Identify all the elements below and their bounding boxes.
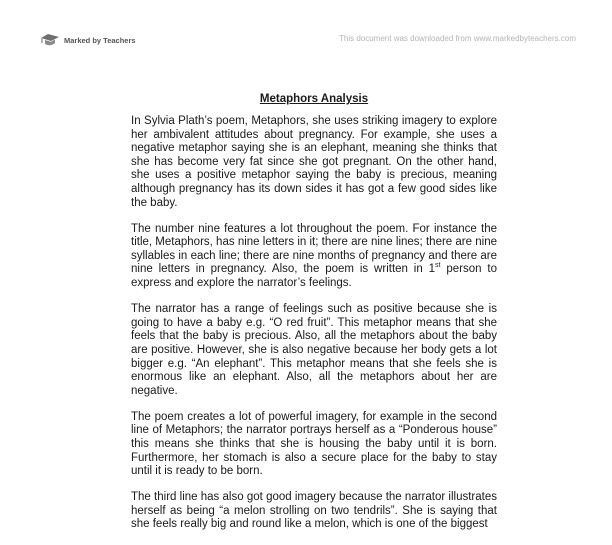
- download-note: This document was downloaded from www.markedbyteachers.com: [339, 34, 576, 43]
- ordinal-superscript: st: [435, 262, 441, 270]
- paragraph-5: The third line has also got good imagery because the narrator illustrates herself as being “a melon strolling on two tendrils”. She is saying that she feels really big and round like a melon, which is one of the biggest: [131, 491, 497, 531]
- paragraph-2-text-a: The number nine features a lot throughout the poem. For instance the title, Metaphors, has nine letters in it; there are nine lines; there are nine syllables in each line; there are nine months of pregnancy and there are nine letters in pregnancy. Also, the poem is written in 1: [131, 222, 497, 276]
- logo-text: Marked by Teachers: [64, 35, 136, 45]
- document-body: [131, 92, 497, 545]
- page-header: [0, 0, 612, 60]
- paragraph-2-text-b: person to express and explore the narrator’s feelings.: [131, 263, 497, 290]
- document-title: Metaphors Analysis: [259, 93, 369, 105]
- paragraph-2: [131, 223, 497, 291]
- paragraph-4: The poem creates a lot of powerful imagery, for example in the second line of Metaphors; the narrator portrays herself as a “Ponderous house” this means she thinks that she is housing the baby until it is born. Furthermore, her stomach is also a secure place for the baby to stay until it is ready to be born.: [131, 410, 497, 478]
- paragraph-3: The narrator has a range of feelings such as positive because she is going to have a baby e.g. “O red fruit”. This metaphor means that she feels that the baby is precious. Also, all the metaphors about the baby are positive. However, she is also negative because her body gets a lot bigger e.g. “An elephant”. This metaphor means that she feels she is enormous like an elephant. Also, all the metaphors about her are negative.: [131, 303, 497, 397]
- mortarboard-icon: [39, 32, 61, 48]
- marked-by-teachers-logo: [39, 30, 136, 50]
- paragraph-1: In Sylvia Plath’s poem, Metaphors, she uses striking imagery to explore her ambivalent attitudes about pregnancy. For example, she uses a negative metaphor saying she is an elephant, meaning she thinks that she has become very fat since she got pregnant. On the other hand, she uses a positive metaphor saying the baby is precious, meaning although pregnancy has its down sides it has got a few good sides like the baby.: [131, 115, 497, 209]
